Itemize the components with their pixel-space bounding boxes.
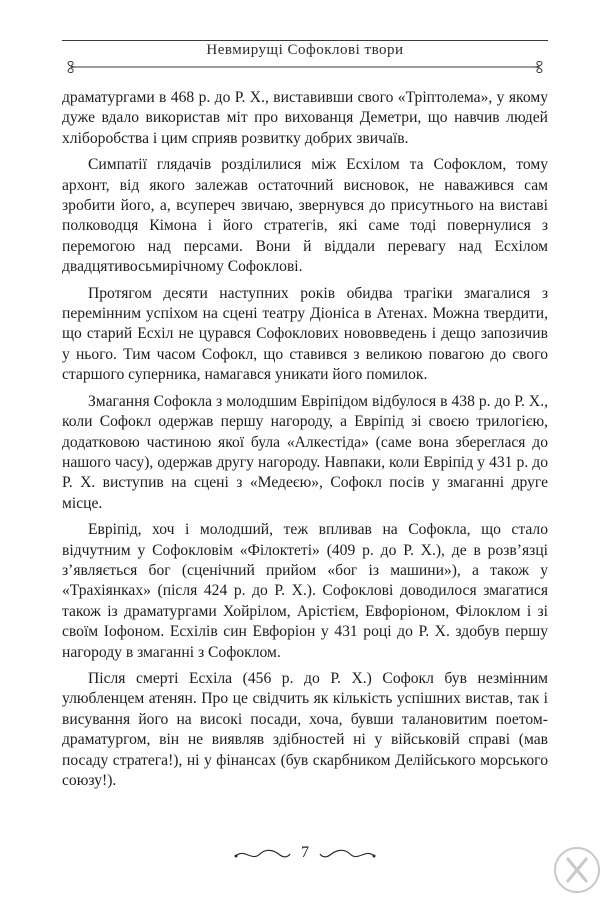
header-rule: [62, 40, 548, 41]
paragraph: драматургами в 468 р. до Р. Х., виставивши свого «Тріптолема», у якому дуже вдало використав міт про вихованця Деметри, що навчив людей хліборобства і цим сприяв розвитку добрих звичаїв.: [62, 89, 548, 147]
page-number: 7: [301, 844, 309, 861]
paragraph: Евріпід, хоч і молодший, теж впливав на Софокла, що стало відчутним у Софокловім «Філоктеті» (409 р. до Р. Х.), де в розв’язці з’являється бог (сценічний прийом «бог із машини»), а також у «Трахіянках» (після 424 р. до Р. Х.). Софоклові доводилося змагатися також із драматургами Хойрілом, Арістієм, Евфоріоном, Філоклом і зі своїм Іофоном. Есхілів син Евфоріон у 431 році до Р. Х. здобув першу нагороду в змаганні з Софоклом.: [62, 521, 548, 661]
x-watermark-icon: [552, 845, 602, 895]
paragraph: Протягом десяти наступних років обидва трагіки змагалися з перемінним успіхом на сцені театру Діоніса в Атенах. Можна твердити, що старий Есхіл не цурався Софоклових нововведень і дещо запозичив у нього. Тим часом Софокл, що ставився з великою повагою до свого старшого суперника, намагався уникати його помилок.: [62, 284, 548, 384]
running-title: Невмирущі Софоклові твори: [206, 42, 404, 58]
paragraph: Змагання Софокла з молодшим Евріпідом відбулося в 438 р. до Р. Х., коли Софокл одержав першу нагороду, а Евріпід зі своєю трилогією, додатковою частиною якої була «Алкестіда» (саме вона збереглася до нашого часу), одержав другу нагороду. Навпаки, коли Евріпід у 431 р. до Р. Х. виступив на сцені з «Медеєю», Софокл посів у змаганні друге місце.: [62, 392, 548, 512]
paragraph: Після смерті Есхіла (456 р. до Р. Х.) Софокл був незмінним улюбленцем атенян. Про це свідчить як кількість успішних вистав, так і висування його на високі посади, хоча, бувши талановитим поетом-драматургом, він не виявляв здібностей ні у військовій справі (мав посаду стратега!), ні у фінансах (був скарбником Делійського морського союзу!).: [62, 669, 548, 789]
page-footer: [230, 842, 380, 866]
main-text: [62, 88, 548, 791]
running-header: [62, 30, 548, 74]
paragraph: Симпатії глядачів розділилися між Есхілом та Софоклом, тому архонт, від якого залежав остаточний висновок, не наважився сам зробити його, а, всупереч звичаю, звернувся до присутнього на виставі полководця Кімона і його стратегів, які саме тоді повернулися з перемогою над персами. Вони й віддали перевагу над Есхілом двадцятивосьмирічному Софоклові.: [62, 156, 548, 276]
scroll-flourish-icon: [62, 60, 548, 74]
